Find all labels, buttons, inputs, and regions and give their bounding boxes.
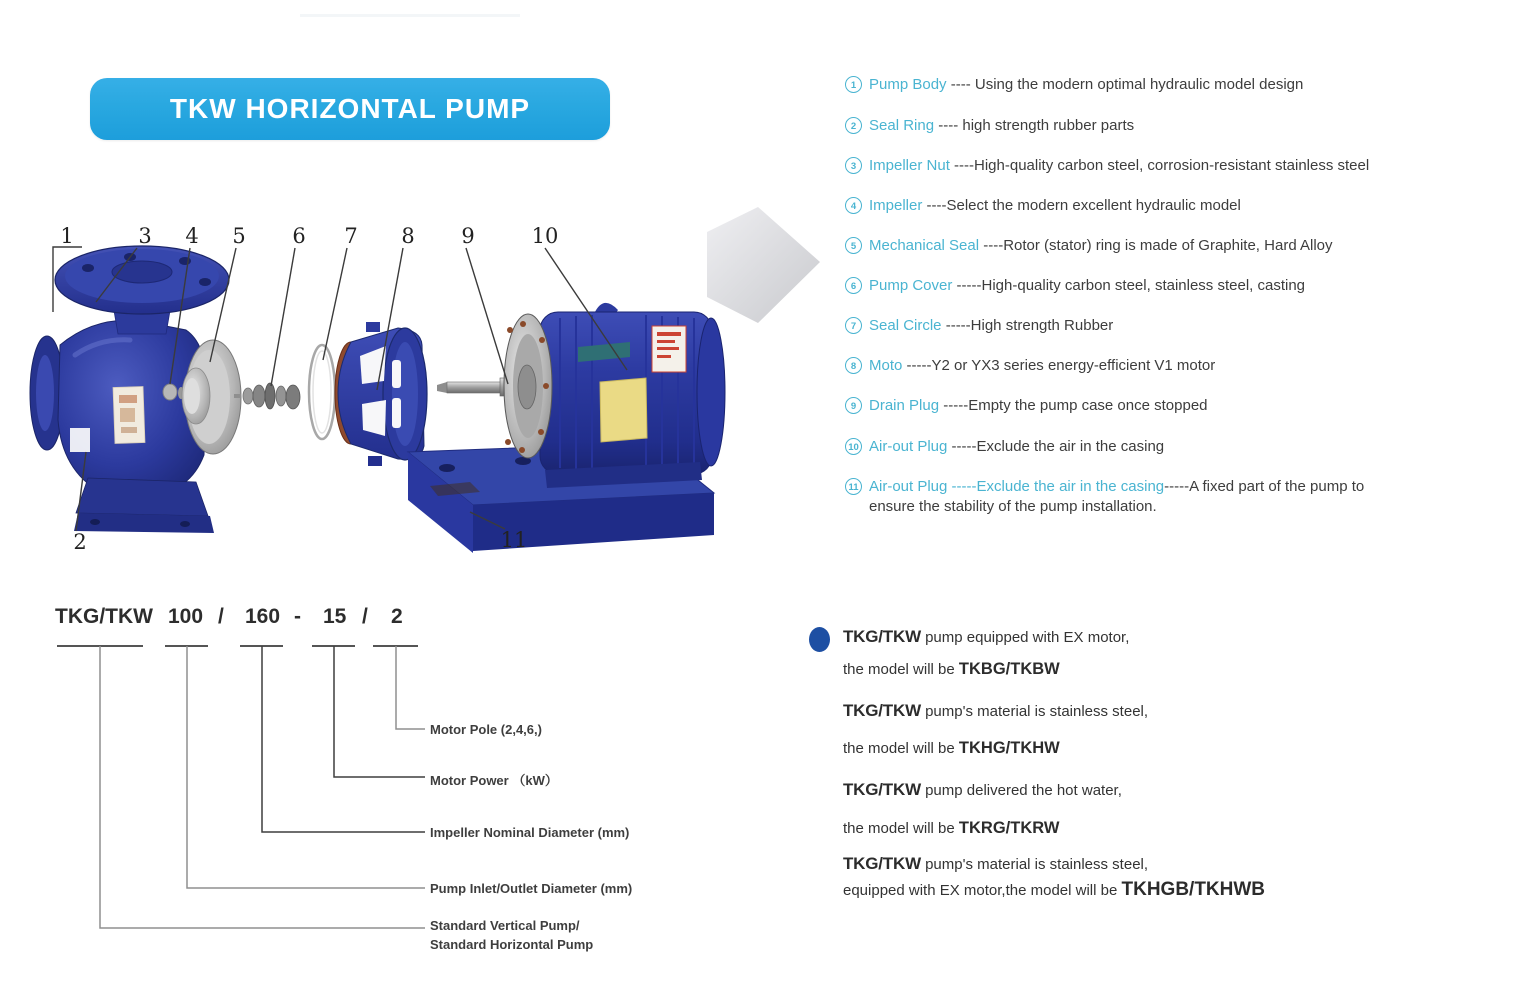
part-description: -----High strength Rubber [941,317,1114,334]
model-token-impeller: 160 [245,605,281,628]
variant-line-4: the model will be TKHG/TKHW [843,739,1060,757]
part-description: -----High-quality carbon steel, stainless steel, casting [952,277,1306,294]
part-item-10 [845,438,1164,455]
connector-impeller [262,646,425,832]
suction-flange-face [36,355,54,431]
callout-7: 7 [344,224,358,248]
designation-label-inlet: Pump Inlet/Outlet Diameter (mm) [430,881,633,896]
callout-9: 9 [461,224,475,248]
part-item-11-line1 [845,478,1364,495]
pump-cover-illustration [335,322,427,466]
model-token-slash1: / [218,605,224,628]
designation-label-motor-power: Motor Power （kW） [430,773,558,788]
part-description: ---- high strength rubber parts [934,117,1135,134]
model-token-power: 15 [323,605,347,628]
leader-7 [323,248,347,360]
model-series: TKG/TKW [843,627,921,646]
model-series: TKG/TKW [843,701,921,720]
model-token-slash2: / [362,605,368,628]
connector-inlet [187,646,425,888]
part-description: ----High-quality carbon steel, corrosion-resistant stainless steel [949,157,1370,174]
impeller-nut [163,384,177,400]
part-label: Mechanical Seal [869,237,980,254]
callout-6: 6 [292,224,306,248]
leader-9 [466,248,508,384]
part-description: ---- Using the modern optimal hydraulic model design [946,76,1304,93]
variant-line-5: TKG/TKW pump delivered the hot water, [843,780,1122,799]
part-label: Air-out Plug [869,478,948,495]
part-description: -----Exclude the air in the casing [947,438,1165,455]
top-flange-opening [112,261,172,283]
cover-lug-top [366,322,380,332]
part-label: Moto [869,357,903,374]
designation-connectors [57,646,425,928]
callout-3: 3 [138,224,152,248]
part-description: ----Select the modern excellent hydraulic model [922,197,1241,214]
model-series: TKG/TKW [843,854,921,873]
variant-line-7: TKG/TKW pump's material is stainless steel, [843,854,1149,873]
sticker-marks [119,395,137,433]
part-number-badge: 4 [845,197,862,214]
part-number-badge: 11 [845,478,862,495]
drain-plug-area [70,428,90,452]
callout-2: 2 [73,530,87,554]
part-label: Air-out Plug [869,438,948,455]
part-item-3 [845,157,1369,174]
part-description: -----Empty the pump case once stopped [939,397,1208,414]
part-description: -----Y2 or YX3 series energy-efficient V1 motor [902,357,1216,374]
part-item-5 [845,237,1333,254]
mechanical-seal-illustration [234,383,300,409]
model-code-value: TKHG/TKHW [958,739,1060,757]
variant-line-6: the model will be TKRG/TKRW [843,819,1060,837]
model-code-value: TKHGB/TKHWB [1121,879,1266,900]
part-number-badge: 3 [845,157,862,174]
part-label: Seal Circle [869,317,942,334]
part-label: Impeller [869,197,923,214]
variant-line-3: TKG/TKW pump's material is stainless steel, [843,701,1149,720]
bullet-dot [809,627,830,652]
part-number-badge: 2 [845,117,862,134]
callout-11: 11 [500,528,528,552]
part-label: Pump Body [869,76,947,93]
part-item-11-line2: ensure the stability of the pump installation. [869,498,1157,515]
page-title: TKW HORIZONTAL PUMP [169,93,531,124]
model-code-value: TKRG/TKRW [958,819,1060,837]
title-banner [90,78,610,140]
motor-flange-hub [518,365,536,409]
part-number-badge: 9 [845,397,862,414]
designation-label-standard-2: Standard Horizontal Pump [430,937,594,952]
parts-list [845,0,1513,560]
part-number-badge: 7 [845,317,862,334]
leader-6 [271,248,295,386]
part-label: Seal Ring [869,117,935,134]
part-item-6 [845,277,1305,294]
model-token-dash: - [294,605,301,628]
part-description: -----A fixed part of the pump to [1164,478,1365,495]
part-number-badge: 5 [845,237,862,254]
part-item-9 [845,397,1208,414]
pump-foot [76,478,208,516]
designation-label-motor-pole: Motor Pole (2,4,6,) [430,722,542,737]
model-series: TKG/TKW [843,780,921,799]
right-arrow-icon [707,207,820,323]
part-number-badge: 10 [845,438,862,455]
part-item-11 [845,478,1364,515]
connector-power [334,646,425,777]
designation-label-standard-1: Standard Vertical Pump/ [430,918,580,933]
designation-label-impeller: Impeller Nominal Diameter (mm) [430,825,630,840]
model-token-pole: 2 [391,605,403,628]
part-description: ----Rotor (stator) ring is made of Graphite, Hard Alloy [979,237,1333,254]
model-token-inlet: 100 [168,605,204,628]
motor-yellow-label [600,378,647,442]
callout-4: 4 [185,224,199,248]
connector-pole [396,646,425,729]
motor-rear-cap [697,318,725,466]
part-label: Impeller Nut [869,157,950,174]
variant-line-8: equipped with EX motor,the model will be TKHGB/TKHWB [843,879,1266,900]
callout-1: 1 [60,224,74,248]
impeller-hub-face [184,378,200,414]
part-number-badge: 6 [845,277,862,294]
part-description-cyan: -----Exclude the air in the casing [947,478,1165,495]
part-item-2 [845,117,1134,134]
variant-line-1: TKG/TKW pump equipped with EX motor, [843,627,1130,646]
seal-circle-illustration [309,345,335,439]
part-item-4 [845,197,1241,214]
part-number-badge: 8 [845,357,862,374]
callout-5: 5 [232,224,246,248]
cover-lug-bottom [368,456,382,466]
part-number-badge: 1 [845,76,862,93]
callout-8: 8 [401,224,415,248]
model-code-value: TKBG/TKBW [958,660,1060,678]
part-label: Pump Cover [869,277,953,294]
variant-line-2: the model will be TKBG/TKBW [843,660,1060,678]
callout-10: 10 [531,224,559,248]
model-token-series: TKG/TKW [55,605,153,628]
part-item-8 [845,357,1215,374]
part-label: Drain Plug [869,397,940,414]
part-item-1 [845,76,1303,93]
part-item-7 [845,317,1113,334]
